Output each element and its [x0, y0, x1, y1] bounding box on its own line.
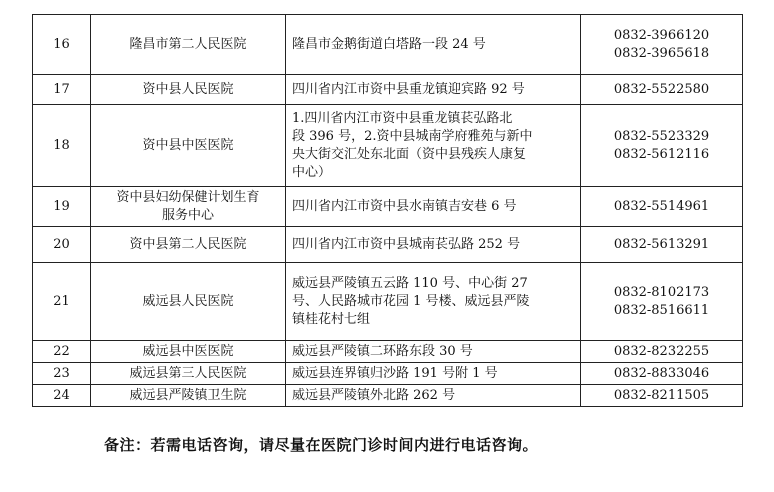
hospital-phone	[581, 227, 743, 263]
hospital-name	[91, 385, 286, 407]
hospital-name	[91, 227, 286, 263]
hospital-phone	[581, 105, 743, 187]
hospital-phone-line: 0832-5514961	[613, 198, 710, 214]
hospital-table-body	[33, 15, 743, 407]
hospital-address	[286, 341, 581, 363]
hospital-name-line: 资中县中医医院	[142, 137, 234, 153]
table-row	[33, 75, 743, 105]
hospital-phone	[581, 263, 743, 341]
hospital-address-line: 四川省内江市资中县水南镇吉安巷 6 号	[292, 198, 517, 214]
hospital-name-line: 资中县第二人民医院	[129, 236, 247, 252]
hospital-address-line: 威远县严陵镇外北路 262 号	[292, 387, 456, 403]
hospital-name-line: 威远县人民医院	[142, 293, 234, 309]
hospital-name-line: 资中县人民医院	[142, 81, 234, 97]
table-row	[33, 105, 743, 187]
row-number: 18	[33, 105, 91, 187]
hospital-address	[286, 105, 581, 187]
hospital-address-line: 镇桂花村七组	[292, 311, 371, 327]
hospital-address	[286, 363, 581, 385]
hospital-phone-line: 0832-5613291	[613, 236, 710, 252]
hospital-address-line: 中心）	[292, 164, 332, 180]
footnote: 备注：若需电话咨询，请尽量在医院门诊时间内进行电话咨询。	[104, 436, 539, 454]
hospital-address-line: 威远县连界镇归沙路 191 号附 1 号	[292, 365, 498, 381]
hospital-address-line: 威远县严陵镇五云路 110 号、中心街 27	[292, 275, 528, 291]
hospital-name-line: 威远县中医医院	[142, 343, 234, 359]
hospital-phone-line: 0832-3966120	[613, 27, 710, 43]
hospital-phone	[581, 15, 743, 75]
hospital-phone	[581, 385, 743, 407]
hospital-name	[91, 187, 286, 227]
row-number: 17	[33, 75, 91, 105]
hospital-address-line: 四川省内江市资中县重龙镇迎宾路 92 号	[292, 81, 525, 97]
table-row	[33, 227, 743, 263]
row-number: 21	[33, 263, 91, 341]
hospital-name	[91, 15, 286, 75]
hospital-address-line: 号、人民路城市花园 1 号楼、威远县严陵	[292, 293, 530, 309]
hospital-name	[91, 105, 286, 187]
row-number: 22	[33, 341, 91, 363]
hospital-address	[286, 227, 581, 263]
hospital-name-line: 威远县严陵镇卫生院	[129, 387, 247, 403]
hospital-name-line: 资中县妇幼保健计划生育	[116, 189, 260, 205]
hospital-address	[286, 187, 581, 227]
hospital-phone-line: 0832-8232255	[613, 343, 710, 359]
hospital-address	[286, 15, 581, 75]
hospital-phone-line: 0832-3965618	[613, 45, 710, 61]
hospital-address	[286, 263, 581, 341]
hospital-name-line: 隆昌市第二人民医院	[129, 36, 247, 52]
hospital-phone-line: 0832-8211505	[613, 387, 710, 403]
hospital-address-line: 威远县严陵镇二环路东段 30 号	[292, 343, 473, 359]
hospital-phone	[581, 187, 743, 227]
table-row	[33, 263, 743, 341]
hospital-address	[286, 385, 581, 407]
hospital-phone-line: 0832-8516611	[613, 302, 710, 318]
hospital-name-line: 威远县第三人民医院	[129, 365, 247, 381]
hospital-name-line: 服务中心	[161, 207, 214, 223]
row-number: 24	[33, 385, 91, 407]
hospital-address-line: 1.四川省内江市资中县重龙镇苌弘路北	[292, 110, 513, 126]
row-number: 16	[33, 15, 91, 75]
hospital-address-line: 四川省内江市资中县城南苌弘路 252 号	[292, 236, 521, 252]
hospital-name	[91, 341, 286, 363]
hospital-name	[91, 263, 286, 341]
hospital-phone-line: 0832-5522580	[613, 81, 710, 97]
hospital-address-line: 段 396 号，2.资中县城南学府雅苑与新中	[292, 128, 533, 144]
row-number: 19	[33, 187, 91, 227]
table-row	[33, 187, 743, 227]
table-row	[33, 15, 743, 75]
hospital-phone-line: 0832-5612116	[613, 146, 710, 162]
table-row	[33, 363, 743, 385]
hospital-address-line: 央大街交汇处东北面（资中县残疾人康复	[292, 146, 527, 162]
table-row	[33, 385, 743, 407]
hospital-phone	[581, 363, 743, 385]
row-number: 20	[33, 227, 91, 263]
table-row	[33, 341, 743, 363]
row-number: 23	[33, 363, 91, 385]
hospital-name	[91, 75, 286, 105]
hospital-table	[32, 14, 743, 407]
hospital-phone	[581, 341, 743, 363]
hospital-phone-line: 0832-8833046	[613, 365, 710, 381]
hospital-address-line: 隆昌市金鹅街道白塔路一段 24 号	[292, 36, 486, 52]
hospital-phone	[581, 75, 743, 105]
hospital-phone-line: 0832-5523329	[613, 128, 710, 144]
hospital-name	[91, 363, 286, 385]
hospital-address	[286, 75, 581, 105]
hospital-phone-line: 0832-8102173	[613, 284, 710, 300]
